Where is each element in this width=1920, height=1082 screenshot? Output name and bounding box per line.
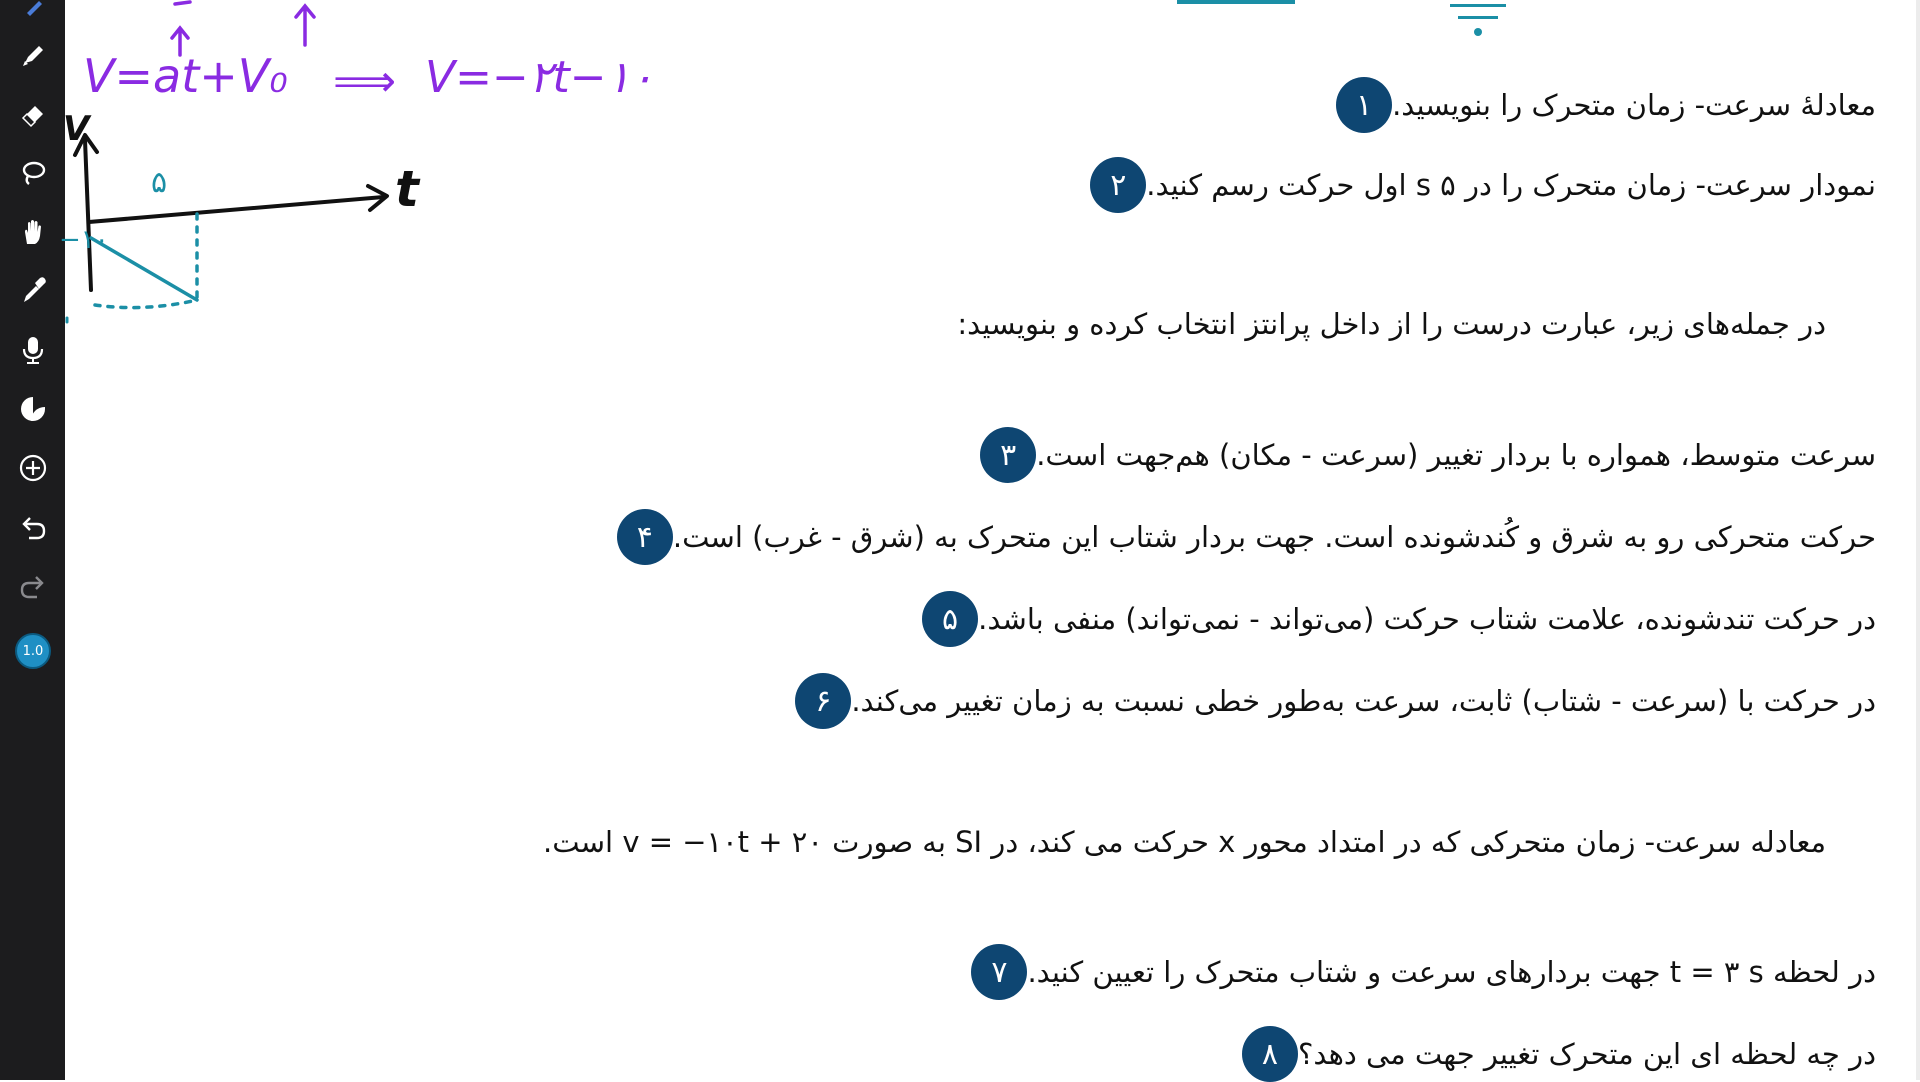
ink-equation-left: V=at+V₀ xyxy=(83,49,288,103)
top-mark-b xyxy=(1458,16,1498,19)
question-row-7 xyxy=(945,944,1876,1000)
top-mark-dot xyxy=(1474,28,1482,36)
question-row-5 xyxy=(896,591,1876,647)
redo-icon[interactable] xyxy=(12,565,54,607)
ink-tick-neg10: −۱۰ xyxy=(59,225,109,255)
question-number-badge: ۴ xyxy=(617,509,673,565)
top-rule-mark xyxy=(1177,0,1295,4)
question-number-badge: ۷ xyxy=(971,944,1027,1000)
question-text: حرکت متحرکی رو به شرق و کُندشونده است. جهت بردار شتاب این متحرک به (شرق - غرب) است. xyxy=(672,520,1876,554)
question-text: در لحظه t = ۳ s جهت بردارهای سرعت و شتاب متحرک را تعیین کنید. xyxy=(1027,955,1876,989)
question-text: در چه لحظه ای این متحرک تغییر جهت می دهد؟ xyxy=(1297,1037,1876,1071)
tool-sidebar xyxy=(0,0,65,1080)
question-number-badge: ۲ xyxy=(1090,157,1146,213)
question-row-1 xyxy=(1310,77,1876,133)
question-number-badge: ۳ xyxy=(980,427,1036,483)
lasso-icon[interactable] xyxy=(12,152,54,194)
ink-implies-arrow: ⟹ xyxy=(333,56,397,107)
fill-blank-instructions: در جمله‌های زیر، عبارت درست را از داخل پرانتز انتخاب کرده و بنویسید: xyxy=(957,307,1826,341)
ink-tick-5: ۵ xyxy=(151,165,168,200)
highlighter-icon[interactable] xyxy=(12,34,54,76)
question-text: معادلهٔ سرعت- زمان متحرک را بنویسید. xyxy=(1392,88,1876,122)
top-mark-a xyxy=(1450,4,1506,7)
question-text: در حرکت با (سرعت - شتاب) ثابت، سرعت به‌طور خطی نسبت به زمان تغییر می‌کند. xyxy=(851,684,1876,718)
add-icon[interactable] xyxy=(12,447,54,489)
ink-axis-t-label: t xyxy=(395,160,419,218)
question-number-badge: ۱ xyxy=(1336,77,1392,133)
sticker-icon[interactable] xyxy=(12,388,54,430)
hand-icon[interactable] xyxy=(12,211,54,253)
question-row-2 xyxy=(1064,157,1876,213)
microphone-icon[interactable] xyxy=(12,329,54,371)
question-number-badge: ۵ xyxy=(922,591,978,647)
worksheet xyxy=(65,0,1916,1080)
question-number-badge: ۶ xyxy=(795,673,851,729)
pen-icon[interactable] xyxy=(12,0,54,28)
zoom-level-button[interactable] xyxy=(12,630,54,672)
undo-icon[interactable] xyxy=(12,506,54,548)
eraser-icon[interactable] xyxy=(12,93,54,135)
page-edge xyxy=(1916,0,1920,1080)
question-text: نمودار سرعت- زمان متحرک را در ۵ s اول حرکت رسم کنید. xyxy=(1146,168,1876,202)
ink-axis-v-label: V xyxy=(63,109,90,149)
question-row-4 xyxy=(591,509,1876,565)
eyedropper-icon[interactable] xyxy=(12,270,54,312)
question-text: سرعت متوسط، همواره با بردار تغییر (سرعت - مکان) هم‌جهت است. xyxy=(1036,438,1876,472)
question-row-8 xyxy=(1216,1026,1876,1082)
question-number-badge: ۸ xyxy=(1242,1026,1298,1082)
question-text: در حرکت تندشونده، علامت شتاب حرکت (می‌تواند - نمی‌تواند) منفی باشد. xyxy=(978,602,1876,636)
problem-statement: معادله سرعت- زمان متحرکی که در امتداد محور x حرکت می کند، در SI به صورت v = −۱۰t + ۲۰ است. xyxy=(543,825,1826,859)
question-row-6 xyxy=(769,673,1876,729)
ink-equation-right: V=−۲t−۱۰ xyxy=(425,52,654,103)
question-row-3 xyxy=(954,427,1876,483)
zoom-level-badge: 1.0 xyxy=(15,633,51,669)
